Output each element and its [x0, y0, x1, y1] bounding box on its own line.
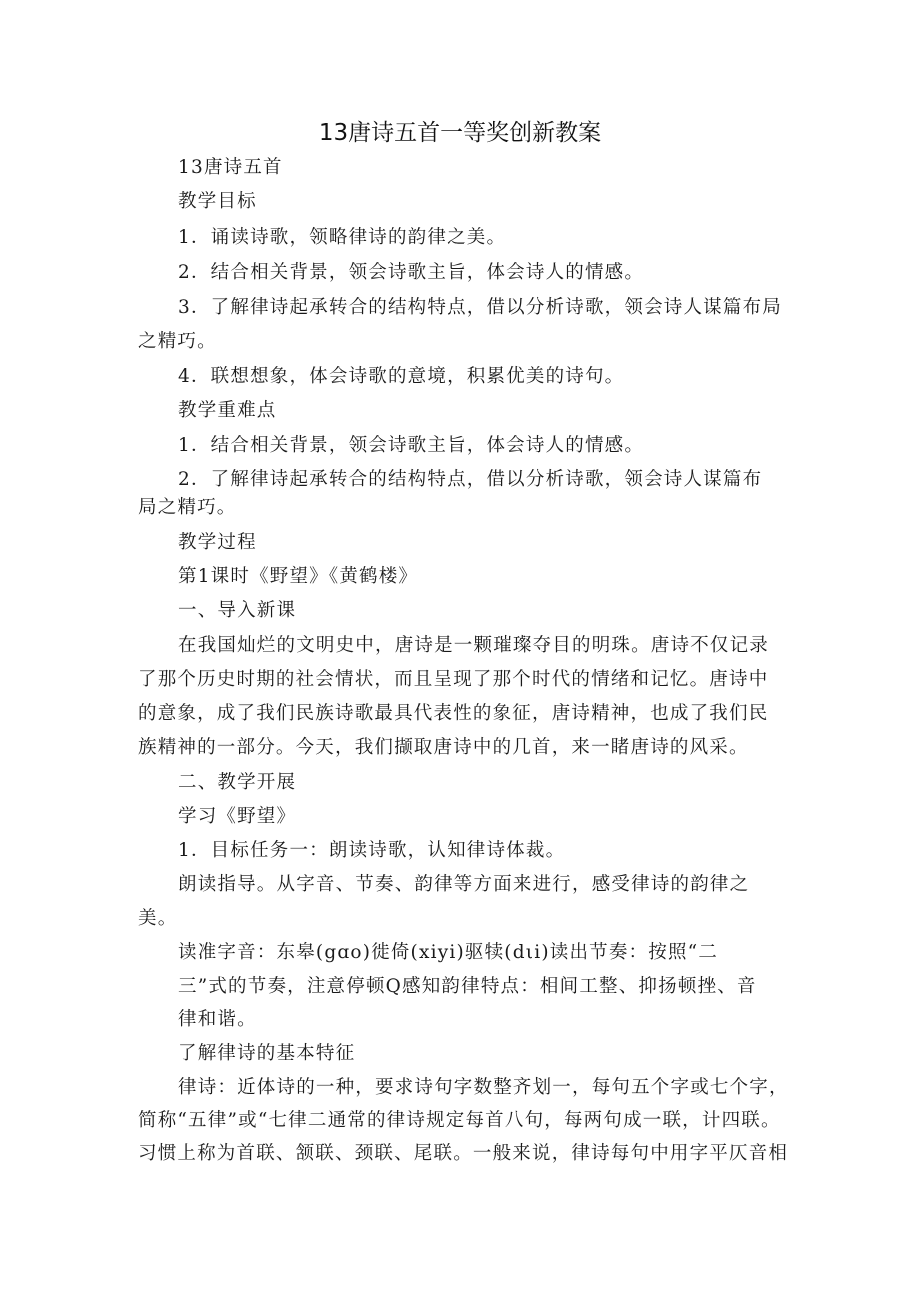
section-heading-process: 教学过程: [178, 532, 257, 553]
section-heading-objectives: 教学目标: [178, 191, 257, 212]
key-point-1: 1．结合相关背景，领会诗歌主旨，体会诗人的情感。: [178, 435, 645, 456]
objective-2: 2．结合相关背景，领会诗歌主旨，体会诗人的情感。: [178, 262, 645, 283]
pronunciation-line-1: 读准字音：东皋(gɑo)徙倚(xiyi)驱犊(dιi)读出节奏：按照“二: [178, 942, 719, 963]
page-title: 13唐诗五首一等奖创新教案: [318, 120, 602, 146]
definition-line-1: 律诗：近体诗的一种，要求诗句字数整齐划一，每句五个字或七个字，: [178, 1077, 789, 1098]
objective-3: 3．了解律诗起承转合的结构特点，借以分析诗歌，领会诗人谋篇布局: [178, 297, 782, 318]
objective-4: 4．联想想象，体会诗歌的意境，积累优美的诗句。: [178, 366, 625, 387]
section-heading-key-points: 教学重难点: [178, 400, 277, 421]
regulated-verse-heading: 了解律诗的基本特征: [178, 1043, 356, 1064]
pronunciation-line-3: 律和谐。: [178, 1009, 257, 1030]
definition-line-2: 简称“五律”或“七律二通常的律诗规定每首八句，每两句成一联，计四联。: [138, 1110, 781, 1131]
teaching-heading: 二、教学开展: [178, 772, 297, 793]
lesson-heading: 13唐诗五首: [178, 157, 283, 178]
lesson-1-heading: 第1课时《野望》《黄鹤楼》: [178, 566, 419, 587]
objective-1: 1．诵读诗歌，领略律诗的韵律之美。: [178, 227, 507, 248]
intro-paragraph-line-3: 的意象，成了我们民族诗歌最具代表性的象征，唐诗精神，也成了我们民: [138, 703, 769, 724]
pronunciation-line-2: 三”式的节奏，注意停顿Q感知韵律特点：相间工整、抑扬顿挫、音: [178, 976, 757, 997]
objective-3-cont: 之精巧。: [138, 331, 217, 352]
definition-line-3: 习惯上称为首联、颔联、颈联、尾联。一般来说，律诗每句中用字平仄音相: [138, 1143, 789, 1164]
key-point-2: 2．了解律诗起承转合的结构特点，借以分析诗歌，领会诗人谋篇布: [178, 469, 763, 490]
study-yewang-heading: 学习《野望》: [178, 806, 297, 827]
reading-guide-line-1: 朗读指导。从字音、节奏、韵律等方面来进行，感受律诗的韵律之: [178, 874, 750, 895]
task-1: 1．目标任务一：朗读诗歌，认知律诗体裁。: [178, 840, 566, 861]
intro-heading: 一、导入新课: [178, 600, 297, 621]
intro-paragraph-line-2: 了那个历史时期的社会情状，而且呈现了那个时代的情绪和记忆。唐诗中: [138, 669, 769, 690]
reading-guide-line-2: 美。: [138, 908, 178, 929]
key-point-2-cont: 局之精巧。: [138, 497, 237, 518]
intro-paragraph-line-1: 在我国灿烂的文明史中，唐诗是一颗璀璨夺目的明珠。唐诗不仅记录: [178, 635, 770, 656]
intro-paragraph-line-4: 族精神的一部分。今天，我们撷取唐诗中的几首，来一睹唐诗的风采。: [138, 737, 749, 758]
